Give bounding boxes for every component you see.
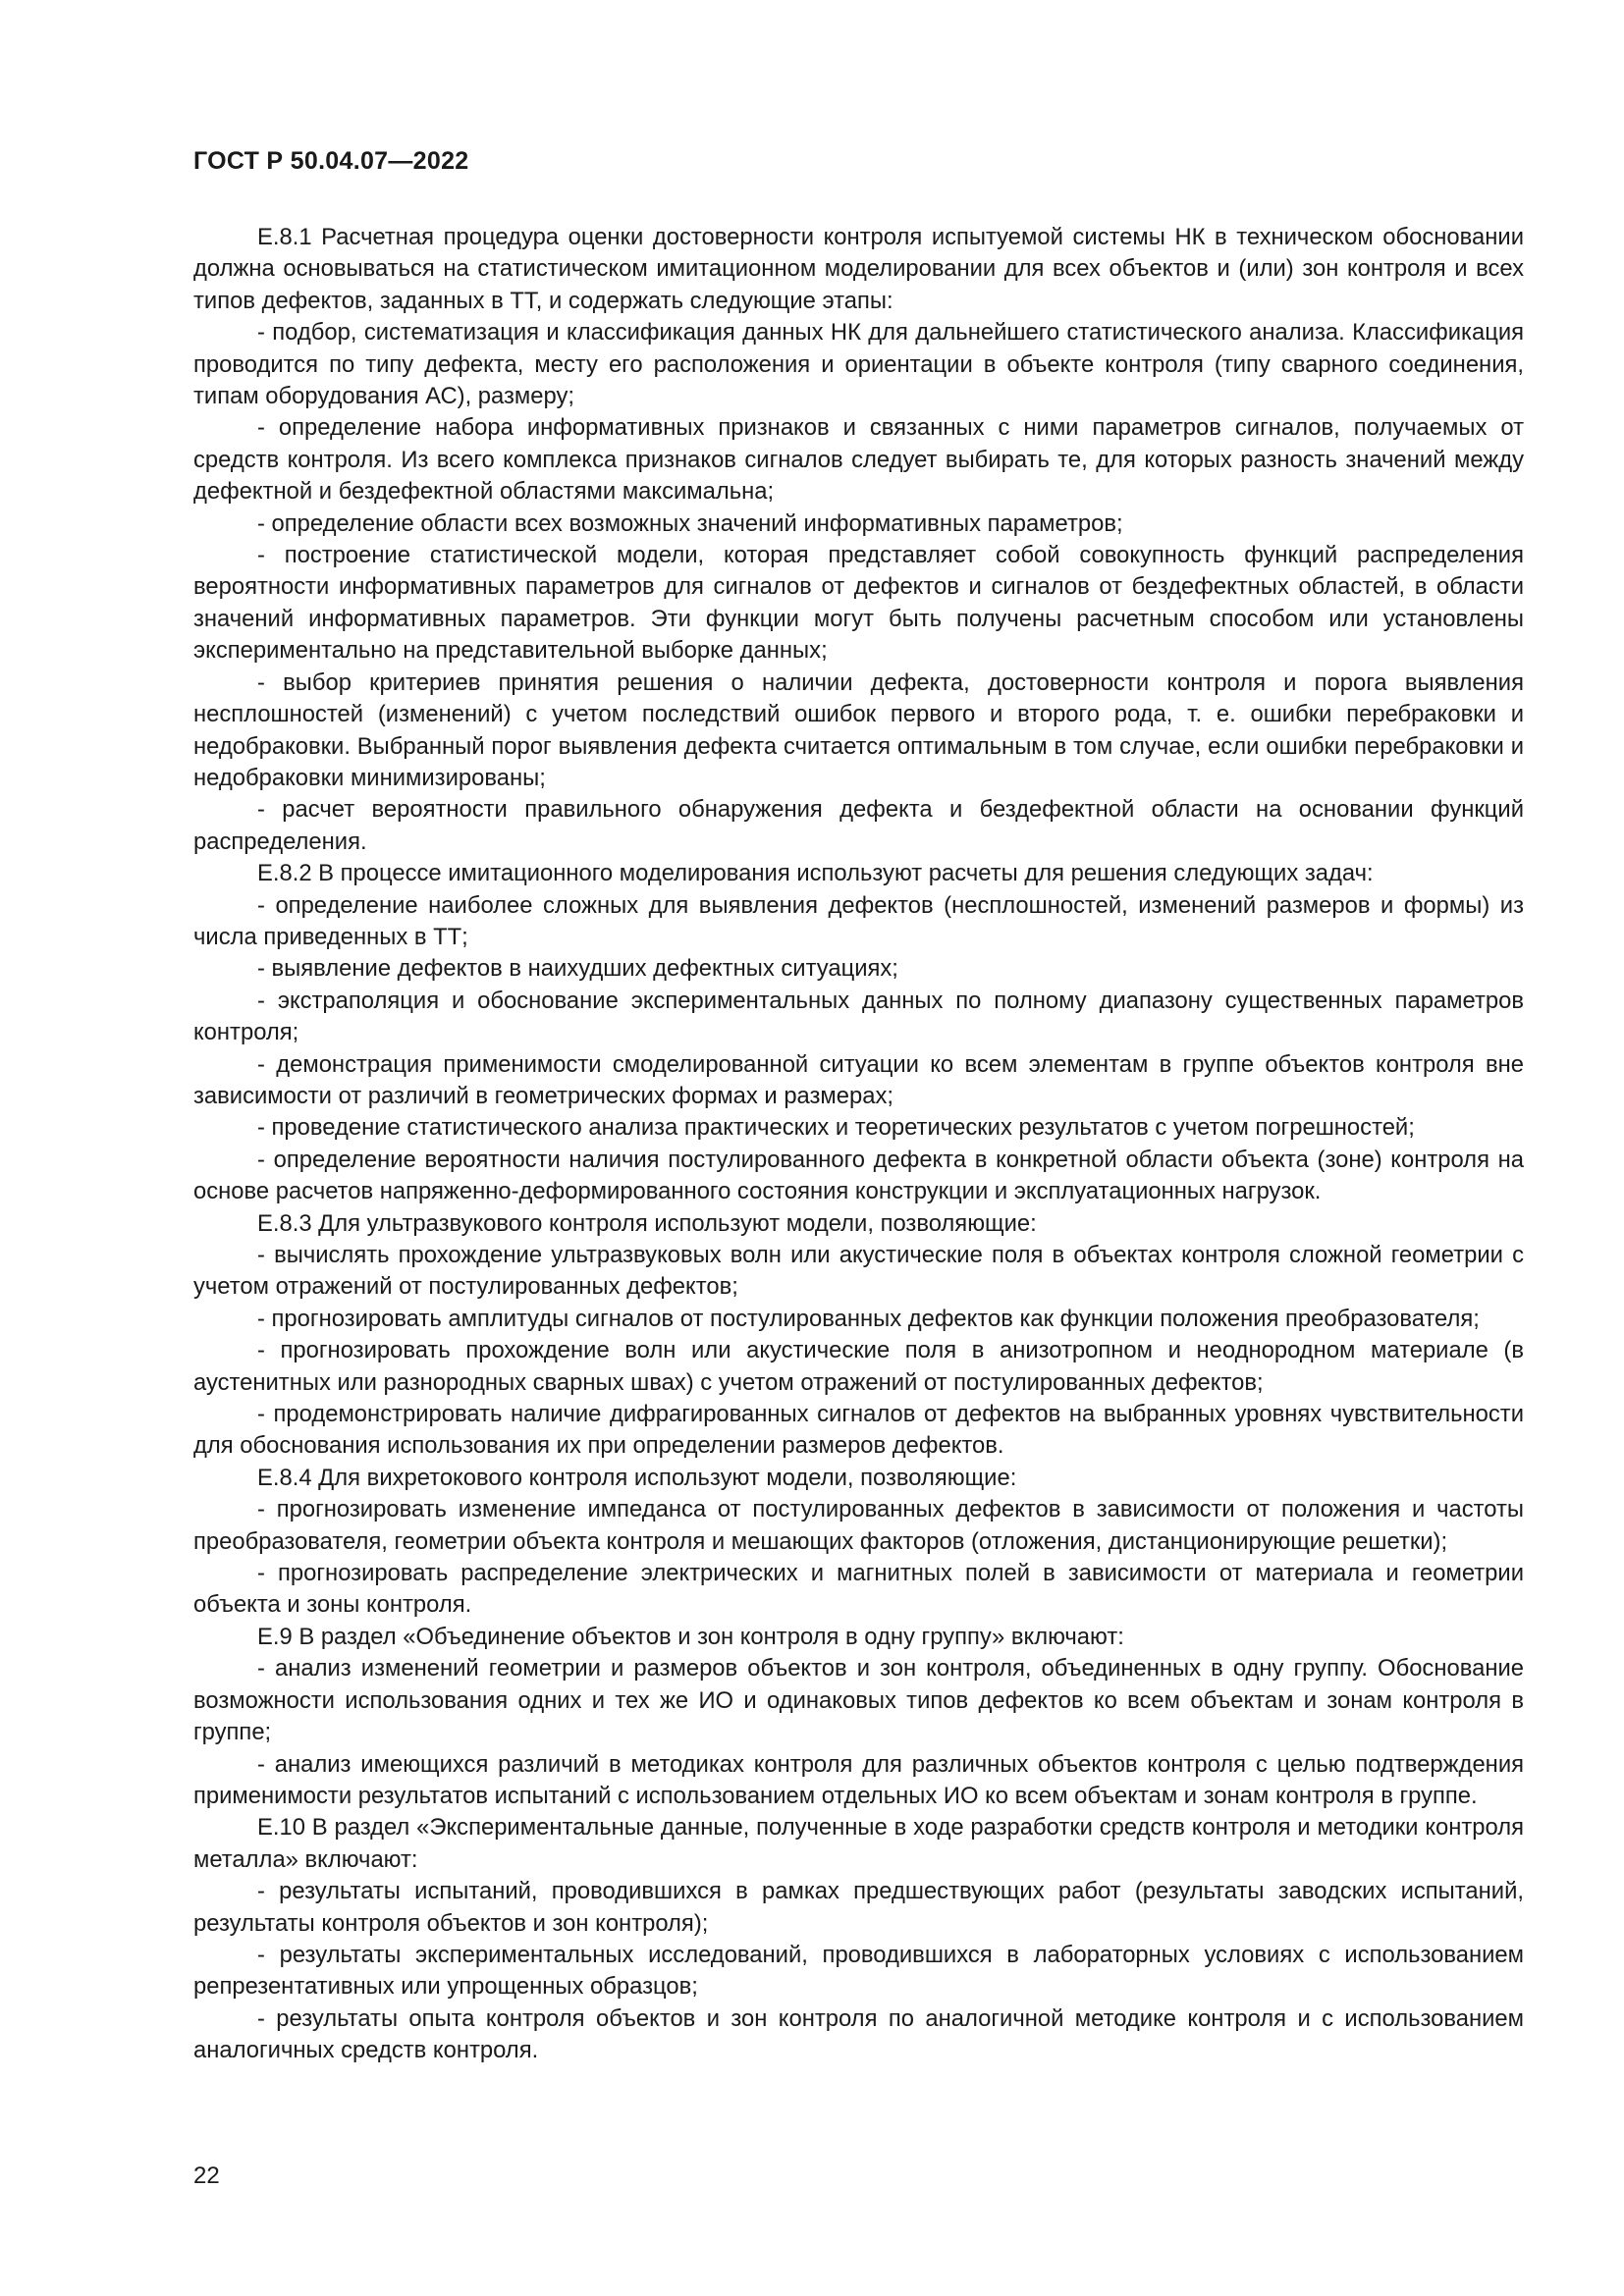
paragraph: - результаты опыта контроля объектов и зон контроля по аналогичной методике контроля и с использованием аналогичных средств контроля. (193, 2004, 1524, 2064)
paragraph: - выбор критериев принятия решения о наличии дефекта, достоверности контроля и порога выявления несплошностей (изменений) с учетом последствий ошибок первого и второго рода, т. е. ошибки перебраковки и недобраковки. Выбранный порог выявления дефекта считается оптимальным в том случае, если ошибки перебраковки и недобраковки минимизированы; (193, 668, 1524, 791)
paragraph: Е.8.2 В процессе имитационного моделирования используют расчеты для решения следующих задач: (257, 860, 1374, 887)
paragraph: - анализ изменений геометрии и размеров объектов и зон контроля, объединенных в одну группу. Обоснование возможности использования одних и тех же ИО и одинаковых типов дефектов ко всем объектам и зонам контроля в группе; (193, 1655, 1524, 1746)
paragraph: - вычислять прохождение ультразвуковых волн или акустические поля в объектах контроля сложной геометрии с учетом отражений от постулированных дефектов; (193, 1242, 1524, 1301)
paragraph: - определение области всех возможных значений информативных параметров; (257, 509, 1123, 537)
paragraph: - результаты испытаний, проводившихся в рамках предшествующих работ (результаты заводских испытаний, результаты контроля объектов и зон контроля); (193, 1878, 1524, 1937)
page-number: 22 (193, 2163, 220, 2189)
paragraph: Е.9 В раздел «Объединение объектов и зон контроля в одну группу» включают: (257, 1623, 1124, 1650)
paragraph: - демонстрация применимости смоделированной ситуации ко всем элементам в группе объектов контроля вне зависимости от различий в геометрических формах и размерах; (193, 1050, 1524, 1109)
paragraph: - построение статистической модели, которая представляет собой совокупность функций распределения вероятности информативных параметров для сигналов от дефектов и сигналов от бездефектных областей, в области значений информативных параметров. Эти функции могут быть получены расчетным способом или установлены экспериментально на представительной выборке данных; (193, 542, 1524, 665)
paragraph: - расчет вероятности правильного обнаружения дефекта и бездефектной области на основании функций распределения. (193, 796, 1524, 855)
paragraph: - анализ имеющихся различий в методиках контроля для различных объектов контроля с целью подтверждения применимости результатов испытаний с использованием отдельных ИО ко всем объектам и зонам контроля в группе. (193, 1750, 1524, 1809)
paragraph: - выявление дефектов в наихудших дефектных ситуациях; (257, 955, 898, 983)
document-header: ГОСТ Р 50.04.07—2022 (193, 147, 469, 175)
paragraph: - прогнозировать изменение импеданса от постулированных дефектов в зависимости от положения и частоты преобразователя, геометрии объекта контроля и мешающих факторов (отложения, дистанционирующие решетки); (193, 1496, 1524, 1555)
paragraph: - прогнозировать прохождение волн или акустические поля в анизотропном и неоднородном материале (в аустенитных или разнородных сварных швах) с учетом отражений от постулированных дефектов; (193, 1337, 1524, 1396)
paragraph: - определение наиболее сложных для выявления дефектов (несплошностей, изменений размеров и формы) из числа приведенных в ТТ; (193, 891, 1524, 950)
paragraph: - продемонстрировать наличие дифрагированных сигналов от дефектов на выбранных уровнях чувствительности для обоснования использования их при определении размеров дефектов. (193, 1401, 1524, 1460)
paragraph: - экстраполяция и обоснование экспериментальных данных по полному диапазону существенных параметров контроля; (193, 987, 1524, 1046)
paragraph: - прогнозировать распределение электрических и магнитных полей в зависимости от материала и геометрии объекта и зоны контроля. (193, 1560, 1524, 1619)
paragraph: Е.8.1 Расчетная процедура оценки достоверности контроля испытуемой системы НК в техническом обосновании должна основываться на статистическом имитационном моделировании для всех объектов и (или) зон контроля и всех типов дефектов, заданных в ТТ, и содержать следующие этапы: (193, 224, 1524, 314)
paragraph: Е.10 В раздел «Экспериментальные данные, полученные в ходе разработки средств контроля и методики контроля металла» включают: (193, 1814, 1524, 1873)
paragraph: - проведение статистического анализа практических и теоретических результатов с учетом погрешностей; (257, 1114, 1415, 1142)
document-body (193, 222, 1524, 2067)
paragraph: Е.8.4 Для вихретокового контроля используют модели, позволяющие: (257, 1464, 1017, 1491)
paragraph: Е.8.3 Для ультразвукового контроля используют модели, позволяющие: (257, 1209, 1037, 1237)
paragraph: - прогнозировать амплитуды сигналов от постулированных дефектов как функции положения преобразователя; (257, 1305, 1480, 1332)
paragraph: - определение вероятности наличия постулированного дефекта в конкретной области объекта (зоне) контроля на основе расчетов напряженно-деформированного состояния конструкции и эксплуатационных нагрузок. (193, 1146, 1524, 1205)
paragraph: - подбор, систематизация и классификация данных НК для дальнейшего статистического анализа. Классификация проводится по типу дефекта, месту его расположения и ориентации в объекте контроля (типу сварного соединения, типам оборудования АС), размеру; (193, 319, 1524, 410)
paragraph: - определение набора информативных признаков и связанных с ними параметров сигналов, получаемых от средств контроля. Из всего комплекса признаков сигналов следует выбирать те, для которых разность значений между дефектной и бездефектной областями максимальна; (193, 414, 1524, 506)
paragraph: - результаты экспериментальных исследований, проводившихся в лабораторных условиях с использованием репрезентативных или упрощенных образцов; (193, 1941, 1524, 2001)
